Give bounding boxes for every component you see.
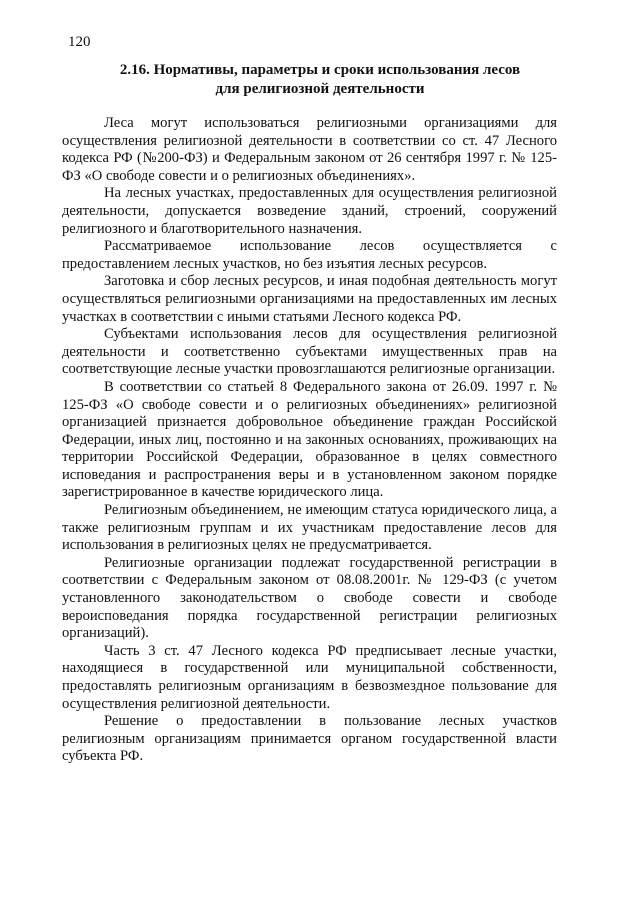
section-heading-line-1: 2.16. Нормативы, параметры и сроки использования лесов (119, 62, 521, 78)
paragraph: На лесных участках, предоставленных для осуществления религиозной деятельности, допускается возведение зданий, строений, сооружений религиозного и благотворительного назначения. (62, 185, 557, 237)
section-heading-line-2: для религиозной деятельности (215, 81, 425, 97)
paragraph: Решение о предоставлении в пользование лесных участков религиозным организациям принимается органом государственной власти субъекта РФ. (62, 713, 557, 765)
page-number: 120 (68, 34, 91, 50)
section-heading (80, 61, 560, 99)
paragraph: Леса могут использоваться религиозными организациями для осуществления религиозной деятельности в соответствии со ст. 47 Лесного кодекса РФ (№200-ФЗ) и Федеральным законом от 26 сентября 1997 г. № 125-ФЗ «О свободе совести и о религиозных объединениях». (62, 115, 557, 184)
paragraph: Религиозные организации подлежат государственной регистрации в соответствии с Федеральным законом от 08.08.2001г. № 129-ФЗ (с учетом установленного законодательством о свободе совести и свободе вероисповедания порядка государственной регистрации религиозных организаций). (62, 554, 557, 642)
paragraph: Религиозным объединением, не имеющим статуса юридического лица, а также религиозным группам и их участникам предоставление лесов для использования в религиозных целях не предусматривается. (62, 502, 557, 554)
paragraph: В соответствии со статьей 8 Федерального закона от 26.09. 1997 г. № 125-ФЗ «О свободе совести и о религиозных объединениях» религиозной организацией признается добровольное объединение граждан Российской Федерации, иных лиц, постоянно и на законных основаниях, проживающих на территории Российской Федерации, образованное в целях совместного исповедания и распространения веры и в установленном законом порядке зарегистрированное в качестве юридического лица. (62, 378, 557, 501)
paragraph: Рассматриваемое использование лесов осуществляется с предоставлением лесных участков, но без изъятия лесных ресурсов. (62, 238, 557, 272)
paragraph: Часть 3 ст. 47 Лесного кодекса РФ предписывает лесные участки, находящиеся в государственной или муниципальной собственности, предоставлять религиозным организациям в безвозмездное пользование для осуществления религиозной деятельности. (62, 642, 557, 712)
body-text (62, 115, 557, 766)
paragraph: Субъектами использования лесов для осуществления религиозной деятельности и соответственно субъектами имущественных прав на соответствующие лесные участки провозглашаются религиозные организации. (62, 326, 557, 378)
paragraph: Заготовка и сбор лесных ресурсов, и иная подобная деятельность могут осуществляться религиозными организациями на предоставленных им лесных участках в соответствии с иными статьями Лесного кодекса РФ. (62, 273, 557, 325)
